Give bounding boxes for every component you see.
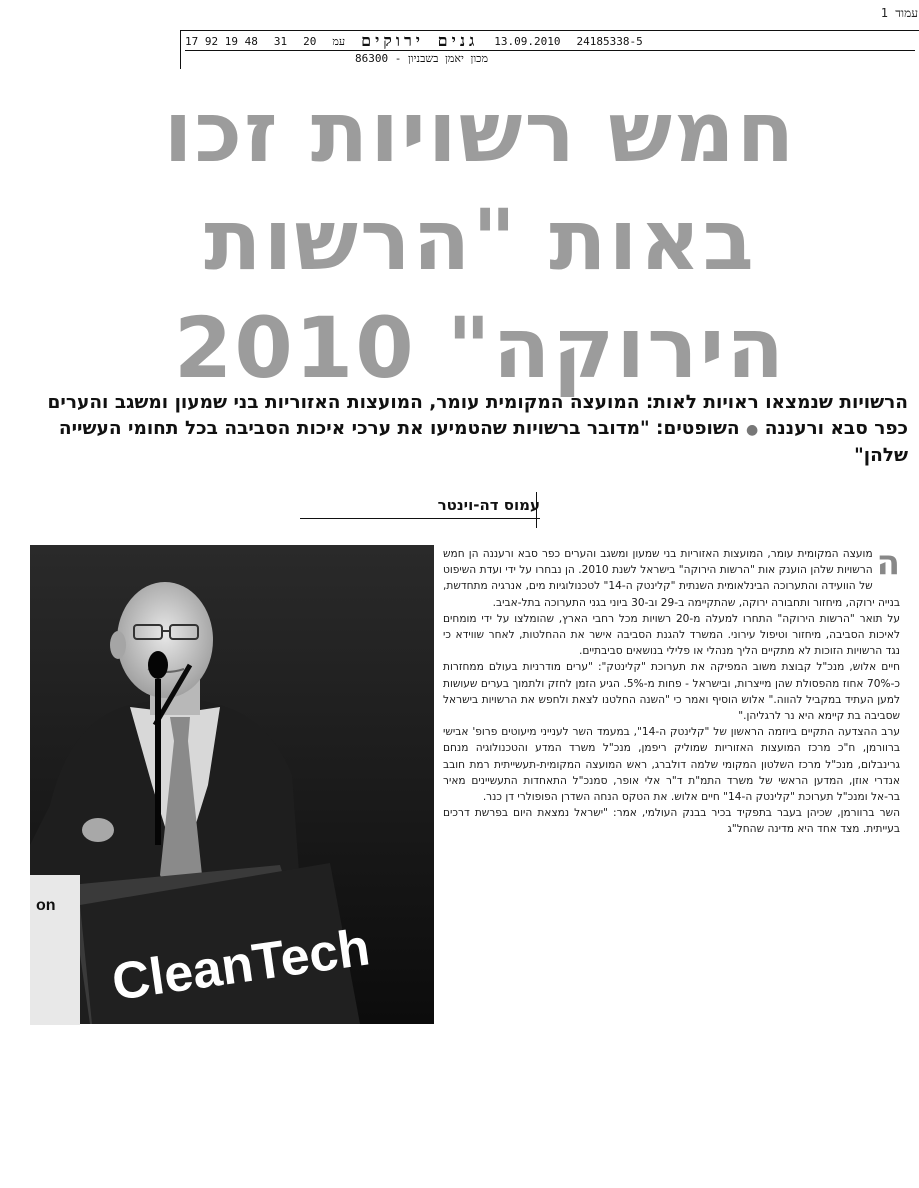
caption-line: מיעוטים פרופ'	[326, 1117, 416, 1133]
clipping-date: 13.09.2010	[494, 34, 561, 48]
clipping-field: 20	[303, 34, 317, 48]
headline-line: חמש רשויות זכו	[163, 83, 797, 181]
byline-rule-vertical	[536, 492, 537, 528]
caption-line: בפריפריה	[356, 1171, 416, 1187]
clipping-header-row	[185, 33, 915, 51]
caption-line: להקים מפעלים	[321, 1153, 416, 1169]
clipping-field: עמ	[332, 34, 346, 48]
clipping-field: 31	[273, 34, 288, 48]
sign-fragment: on	[36, 897, 56, 914]
headline-line: הירוקה" 2010	[173, 299, 787, 397]
article-paragraph: ערב ההצדעה התקיים ביוזמה הראשון של "קלינטק ה-14", במעמד השר לענייני מיעוטים פרופ' אבישי ברוורמן, ח"כ מרכז המועצות האזוריות שמוליק ריפמן, מנכ"ל משרד המדע והטכנולוגיה מנחם גרינבלום, מנכ"ל מרכז השלטון המקומי שלמה דולברג, ראש המועצה המקומית-תעשייתית רמת חובב אנדרי אוזן, המדען הראשי של משרד התמ"ת ד"ר אלי אופר, סמנכ"ל התאחדות התעשיינים מאיר בר-אל ומנכ"ל תערוכת "קלינטק ה-14" חיים אלוש. את הטקס הנחה השדרן הפופולרי דן כנר.	[443, 726, 900, 804]
sign-text: CleanTech	[108, 918, 374, 1012]
clipping-field: 17 92 19 48	[185, 34, 258, 48]
caption-line: אבישי ברוורמן:	[321, 1135, 416, 1151]
clipping-id: 24185338-5	[576, 34, 643, 48]
article-paragraph: מועצה המקומית עומר, המועצות האזוריות בני שמעון ומשגב והערים כפר סבא ורעננה הן חמש הרשויות שלהן הוענק אות "הרשות הירוקה" בישראל לשנת 2010. הן נבחרו על ידי ועדת השיפוט של הוועידה והתערוכה הבינלאומית השנתית "קלינטק ה-14" לטכנולוגיות מים, אנרגיה מתחדשת, בנייה ירוקה, מיחזור ותחבורה ירוקה, שהתקיימה ב-29 וב-30 ביוני בגני התערוכה בתל-אביב.	[443, 548, 900, 609]
headline	[60, 78, 900, 402]
byline	[300, 492, 540, 530]
article-paragraph: חיים אלוש, מנכ"ל קבוצת משוב המפיקה את תערוכת "קלינטק": "ערים מודרניות בעולם ממחזרות כ-70% אחוז מהפסולת שהן מייצרות, ובישראל - פחות מ-5%. הגיע הזמן לחזק ולתמוך בערים שעושות למען העתיד במקביל להווה." אלוש הוסיף ואמר כי "השנה החלטנו לצאת ולחפש את הרשויות בישראל שסביבה בת קיימא היא נר לרגליהן."	[443, 661, 900, 723]
byline-rule	[300, 518, 540, 519]
author-name: עמוס דה-וינטר	[437, 496, 540, 514]
subheadline-part: הרשויות שנמצאו ראויות לאות: המועצה המקומית עומר, המועצות האזוריות בני שמעון ומשגב והערים כפר סבא ורעננה	[47, 392, 908, 439]
article-paragraph: השר ברוורמן, שכיהן בעבר בתפקיד בכיר בבנק העולמי, אמר: "ישראל נמצאת היום בפרשת דרכים בעייתית. מצד אחד היא מדינה שהחל"ג	[443, 807, 900, 836]
page-number-label: עמוד 1	[880, 6, 918, 20]
publication-name: גנים ירוקים	[361, 31, 479, 50]
subheadline-part: השופטים: "מדובר ברשויות שהטמיעו את ערכי איכות הסביבה בכל תחומי העשייה שלהן"	[58, 418, 908, 466]
subheadline	[20, 390, 908, 469]
article-paragraph: על תואר "הרשות הירוקה" התחרו למעלה מ-20 רשויות מכל רחבי הארץ, שהומלצו על ידי מומחים לאיכות הסביבה, מיחזור וטיפול עירוני. המשרד להגנת הסביבה אישר את ההחלטות, לאחר שווידא כי נגד הרשויות הזוכות לא מתקיים הליך מנהלי או פלילי בנושאים סביבתיים.	[443, 612, 901, 658]
photo-caption	[276, 1098, 416, 1188]
article-body	[443, 543, 901, 838]
caption-line: השר לענייני	[342, 1099, 416, 1115]
drop-cap: ה	[876, 543, 900, 583]
bullet-separator: ●	[746, 422, 759, 438]
clipping-source: מכון יאמן בשבניון - 86300	[355, 52, 489, 65]
speaker-photo	[30, 545, 434, 1187]
photo-illustration	[30, 545, 434, 1024]
headline-line: באות "הרשות	[204, 191, 756, 289]
